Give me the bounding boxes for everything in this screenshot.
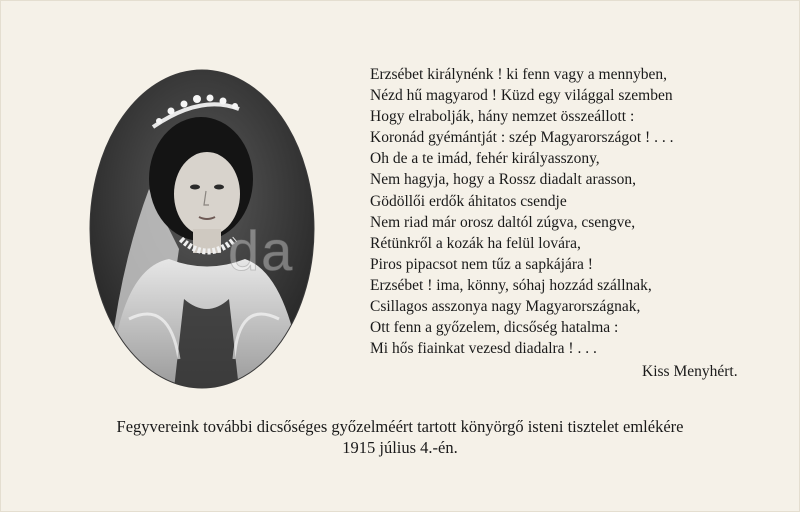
- poem-line: Nem hagyja, hogy a Rossz diadalt arasson,: [370, 171, 637, 189]
- poem-line: Piros pipacsot nem tűz a sapkájára !: [370, 255, 593, 273]
- dedication-date: 1915 július 4.-én.: [342, 438, 458, 457]
- poem-line: Oh de a te imád, fehér királyasszony,: [370, 150, 600, 168]
- watermark-text: da: [228, 219, 295, 282]
- poem-line: Csillagos asszonya nagy Magyarországnak,: [370, 298, 641, 316]
- poem-line: Nézd hű magyarod ! Küzd egy világgal szemben: [370, 87, 673, 105]
- poem-author: Kiss Menyhért.: [642, 363, 738, 380]
- poem-line: Koronád gyémántját : szép Magyarországot ! . . .: [370, 129, 674, 147]
- dedication-line: Fegyvereink további dicsőséges győzelméért tartott könyörgő isteni tisztelet emlékére: [116, 417, 684, 436]
- poem-line: Rétünkről a kozák ha felül lovára,: [370, 234, 581, 252]
- poem-text: [370, 64, 750, 359]
- poem-line: Ott fenn a győzelem, dicsőség hatalma :: [370, 319, 619, 337]
- poem-line: Erzsébet ! ima, könny, sóhaj hozzád szállnak,: [370, 276, 652, 294]
- poem-line: Nem riad már orosz daltól zúgva, csengve,: [370, 213, 636, 231]
- poem-line: Mi hős fiainkat vezesd diadalra ! . . .: [370, 340, 597, 358]
- poem-line: Gödöllői erdők áhitatos csendje: [370, 192, 567, 210]
- dedication-caption: [0, 416, 800, 458]
- poem-line: Hogy elrabolják, hány nemzet összeállott :: [370, 108, 635, 126]
- poem-line: Erzsébet királynénk ! ki fenn vagy a mennyben,: [370, 66, 667, 83]
